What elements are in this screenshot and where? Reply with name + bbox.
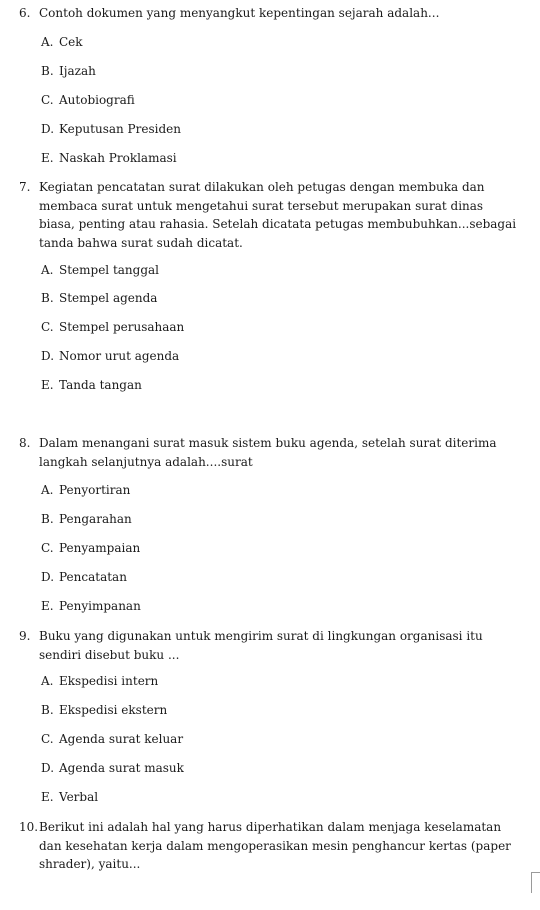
option-text: Stempel perusahaan bbox=[59, 320, 185, 334]
option-text: Stempel tanggal bbox=[59, 263, 160, 277]
option-text: Verbal bbox=[59, 790, 99, 804]
option-letter: E. bbox=[41, 151, 54, 165]
option-7a bbox=[41, 262, 159, 278]
option-letter: D. bbox=[41, 570, 55, 584]
option-6c bbox=[41, 92, 135, 108]
option-text: Agenda surat masuk bbox=[59, 761, 184, 775]
option-text: Tanda tangan bbox=[59, 378, 142, 392]
option-letter: E. bbox=[41, 599, 54, 613]
option-letter: A. bbox=[41, 35, 54, 49]
option-letter: B. bbox=[41, 64, 54, 78]
option-text: Ijazah bbox=[59, 64, 96, 78]
question-text: Dalam menangani surat masuk sistem buku agenda, setelah surat diterima langkah selanjutnya adalah....surat bbox=[39, 436, 497, 469]
option-letter: B. bbox=[41, 291, 54, 305]
option-text: Penyimpanan bbox=[59, 599, 141, 613]
option-6d bbox=[41, 121, 181, 137]
option-letter: E. bbox=[41, 790, 54, 804]
question-10 bbox=[19, 818, 519, 874]
option-text: Ekspedisi intern bbox=[59, 674, 159, 688]
question-text: Kegiatan pencatatan surat dilakukan oleh petugas dengan membuka dan membaca surat untuk mengetahui surat tersebut merupakan surat dinas biasa, penting atau rahasia. Setelah dicatata petugas membubuhkan...sebagai tanda bahwa surat sudah dicatat. bbox=[39, 180, 517, 250]
option-9e bbox=[41, 789, 98, 805]
option-letter: A. bbox=[41, 674, 54, 688]
question-number: 7. bbox=[19, 180, 31, 194]
option-letter: C. bbox=[41, 732, 54, 746]
option-8c bbox=[41, 540, 140, 556]
page-corner-mark bbox=[531, 872, 540, 893]
option-text: Nomor urut agenda bbox=[59, 349, 180, 363]
question-number: 8. bbox=[19, 436, 31, 450]
option-7c bbox=[41, 319, 184, 335]
question-number: 6. bbox=[19, 6, 31, 20]
option-letter: C. bbox=[41, 93, 54, 107]
option-9d bbox=[41, 760, 184, 776]
option-8a bbox=[41, 482, 130, 498]
option-text: Pengarahan bbox=[59, 512, 132, 526]
option-letter: D. bbox=[41, 122, 55, 136]
option-letter: D. bbox=[41, 349, 55, 363]
question-text: Berikut ini adalah hal yang harus diperhatikan dalam menjaga keselamatan dan kesehatan kerja dalam mengoperasikan mesin penghancur kertas (paper shrader), yaitu... bbox=[39, 820, 511, 871]
option-text: Autobiografi bbox=[59, 93, 135, 107]
option-text: Pencatatan bbox=[59, 570, 127, 584]
option-letter: A. bbox=[41, 263, 54, 277]
option-text: Naskah Proklamasi bbox=[59, 151, 177, 165]
option-letter: B. bbox=[41, 703, 54, 717]
option-text: Penyampaian bbox=[59, 541, 141, 555]
option-text: Agenda surat keluar bbox=[59, 732, 184, 746]
option-letter: E. bbox=[41, 378, 54, 392]
option-6a bbox=[41, 34, 83, 50]
option-8d bbox=[41, 569, 127, 585]
option-6b bbox=[41, 63, 96, 79]
option-letter: C. bbox=[41, 541, 54, 555]
option-text: Ekspedisi ekstern bbox=[59, 703, 168, 717]
question-6 bbox=[19, 4, 519, 23]
option-7e bbox=[41, 377, 142, 393]
question-8 bbox=[19, 434, 519, 471]
option-9c bbox=[41, 731, 183, 747]
option-letter: B. bbox=[41, 512, 54, 526]
question-text: Buku yang digunakan untuk mengirim surat di lingkungan organisasi itu sendiri disebut buku ... bbox=[39, 629, 483, 662]
option-9a bbox=[41, 673, 158, 689]
option-letter: A. bbox=[41, 483, 54, 497]
option-text: Cek bbox=[59, 35, 83, 49]
question-7 bbox=[19, 178, 519, 252]
option-text: Penyortiran bbox=[59, 483, 131, 497]
option-9b bbox=[41, 702, 167, 718]
option-letter: D. bbox=[41, 761, 55, 775]
question-9 bbox=[19, 627, 519, 664]
question-text: Contoh dokumen yang menyangkut kepentingan sejarah adalah... bbox=[39, 6, 440, 20]
question-number: 9. bbox=[19, 629, 31, 643]
option-6e bbox=[41, 150, 177, 166]
option-8b bbox=[41, 511, 132, 527]
option-text: Stempel agenda bbox=[59, 291, 158, 305]
option-text: Keputusan Presiden bbox=[59, 122, 181, 136]
option-8e bbox=[41, 598, 141, 614]
option-7d bbox=[41, 348, 179, 364]
option-7b bbox=[41, 290, 157, 306]
question-number: 10. bbox=[19, 820, 39, 834]
option-letter: C. bbox=[41, 320, 54, 334]
